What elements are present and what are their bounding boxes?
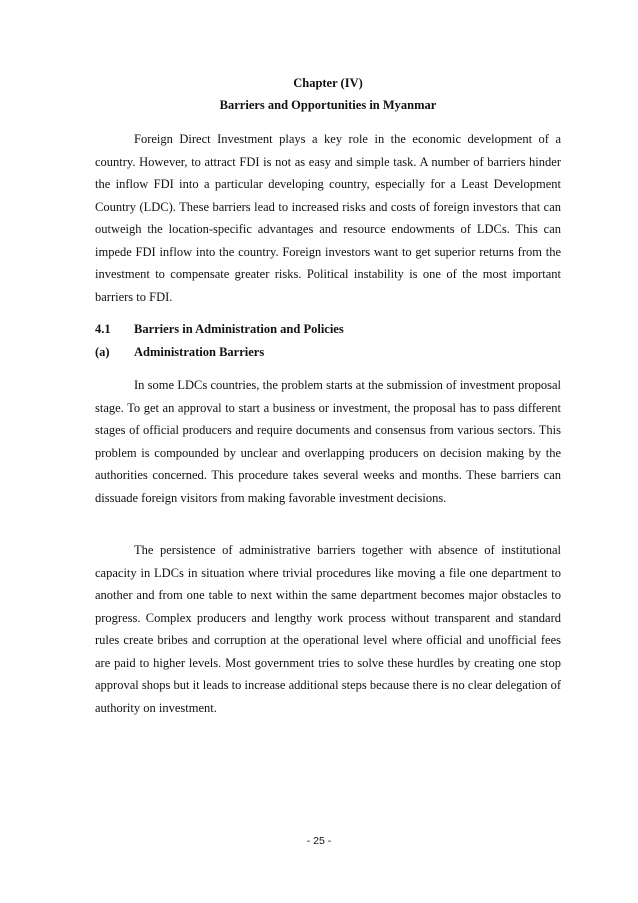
chapter-subtitle: Barriers and Opportunities in Myanmar: [219, 98, 437, 112]
chapter-title: Chapter (IV): [293, 76, 363, 90]
subsection-number: (a): [95, 345, 110, 359]
section-title: Barriers in Administration and Policies: [134, 322, 344, 336]
subsection-heading: [95, 344, 561, 360]
section-number: 4.1: [95, 322, 111, 336]
admin-paragraph-1: In some LDCs countries, the problem starts at the submission of investment proposal stage. To get an approval to start a business or investment, the proposal has to pass different stages of official producers and require documents and consensus from various sectors. This problem is compounded by unclear and overlapping producers on decision making by the authorities concerned. This procedure takes several weeks and months. These barriers can dissuade foreign visitors from making favorable investment decisions.: [95, 378, 561, 505]
intro-paragraph: Foreign Direct Investment plays a key role in the economic development of a country. However, to attract FDI is not as easy and simple task. A number of barriers hinder the inflow FDI into a particular developing country, especially for a Least Development Country (LDC). These barriers lead to increased risks and costs of foreign investors that can outweigh the location-specific advantages and resource endowments of LDCs. This can impede FDI inflow into the country. Foreign investors want to get superior returns from the investment to compensate greater risks. Political instability is one of the most important barriers to FDI.: [95, 132, 561, 304]
admin-paragraph-2: The persistence of administrative barriers together with absence of institutional capacity in LDCs in situation where trivial procedures like moving a file one department to another and from one table to next within the same department becomes major obstacles to progress. Complex producers and lengthy work process without transparent and standard rules create bribes and corruption at the operational level where official and unofficial fees are paid to higher levels. Most government tries to solve these hurdles by creating one stop approval shops but it leads to increase additional steps because there is no clear delegation of authority on investment.: [95, 543, 561, 715]
page-number: - 25 -: [306, 835, 332, 847]
subsection-title: Administration Barriers: [134, 345, 265, 359]
section-heading: [95, 321, 561, 337]
